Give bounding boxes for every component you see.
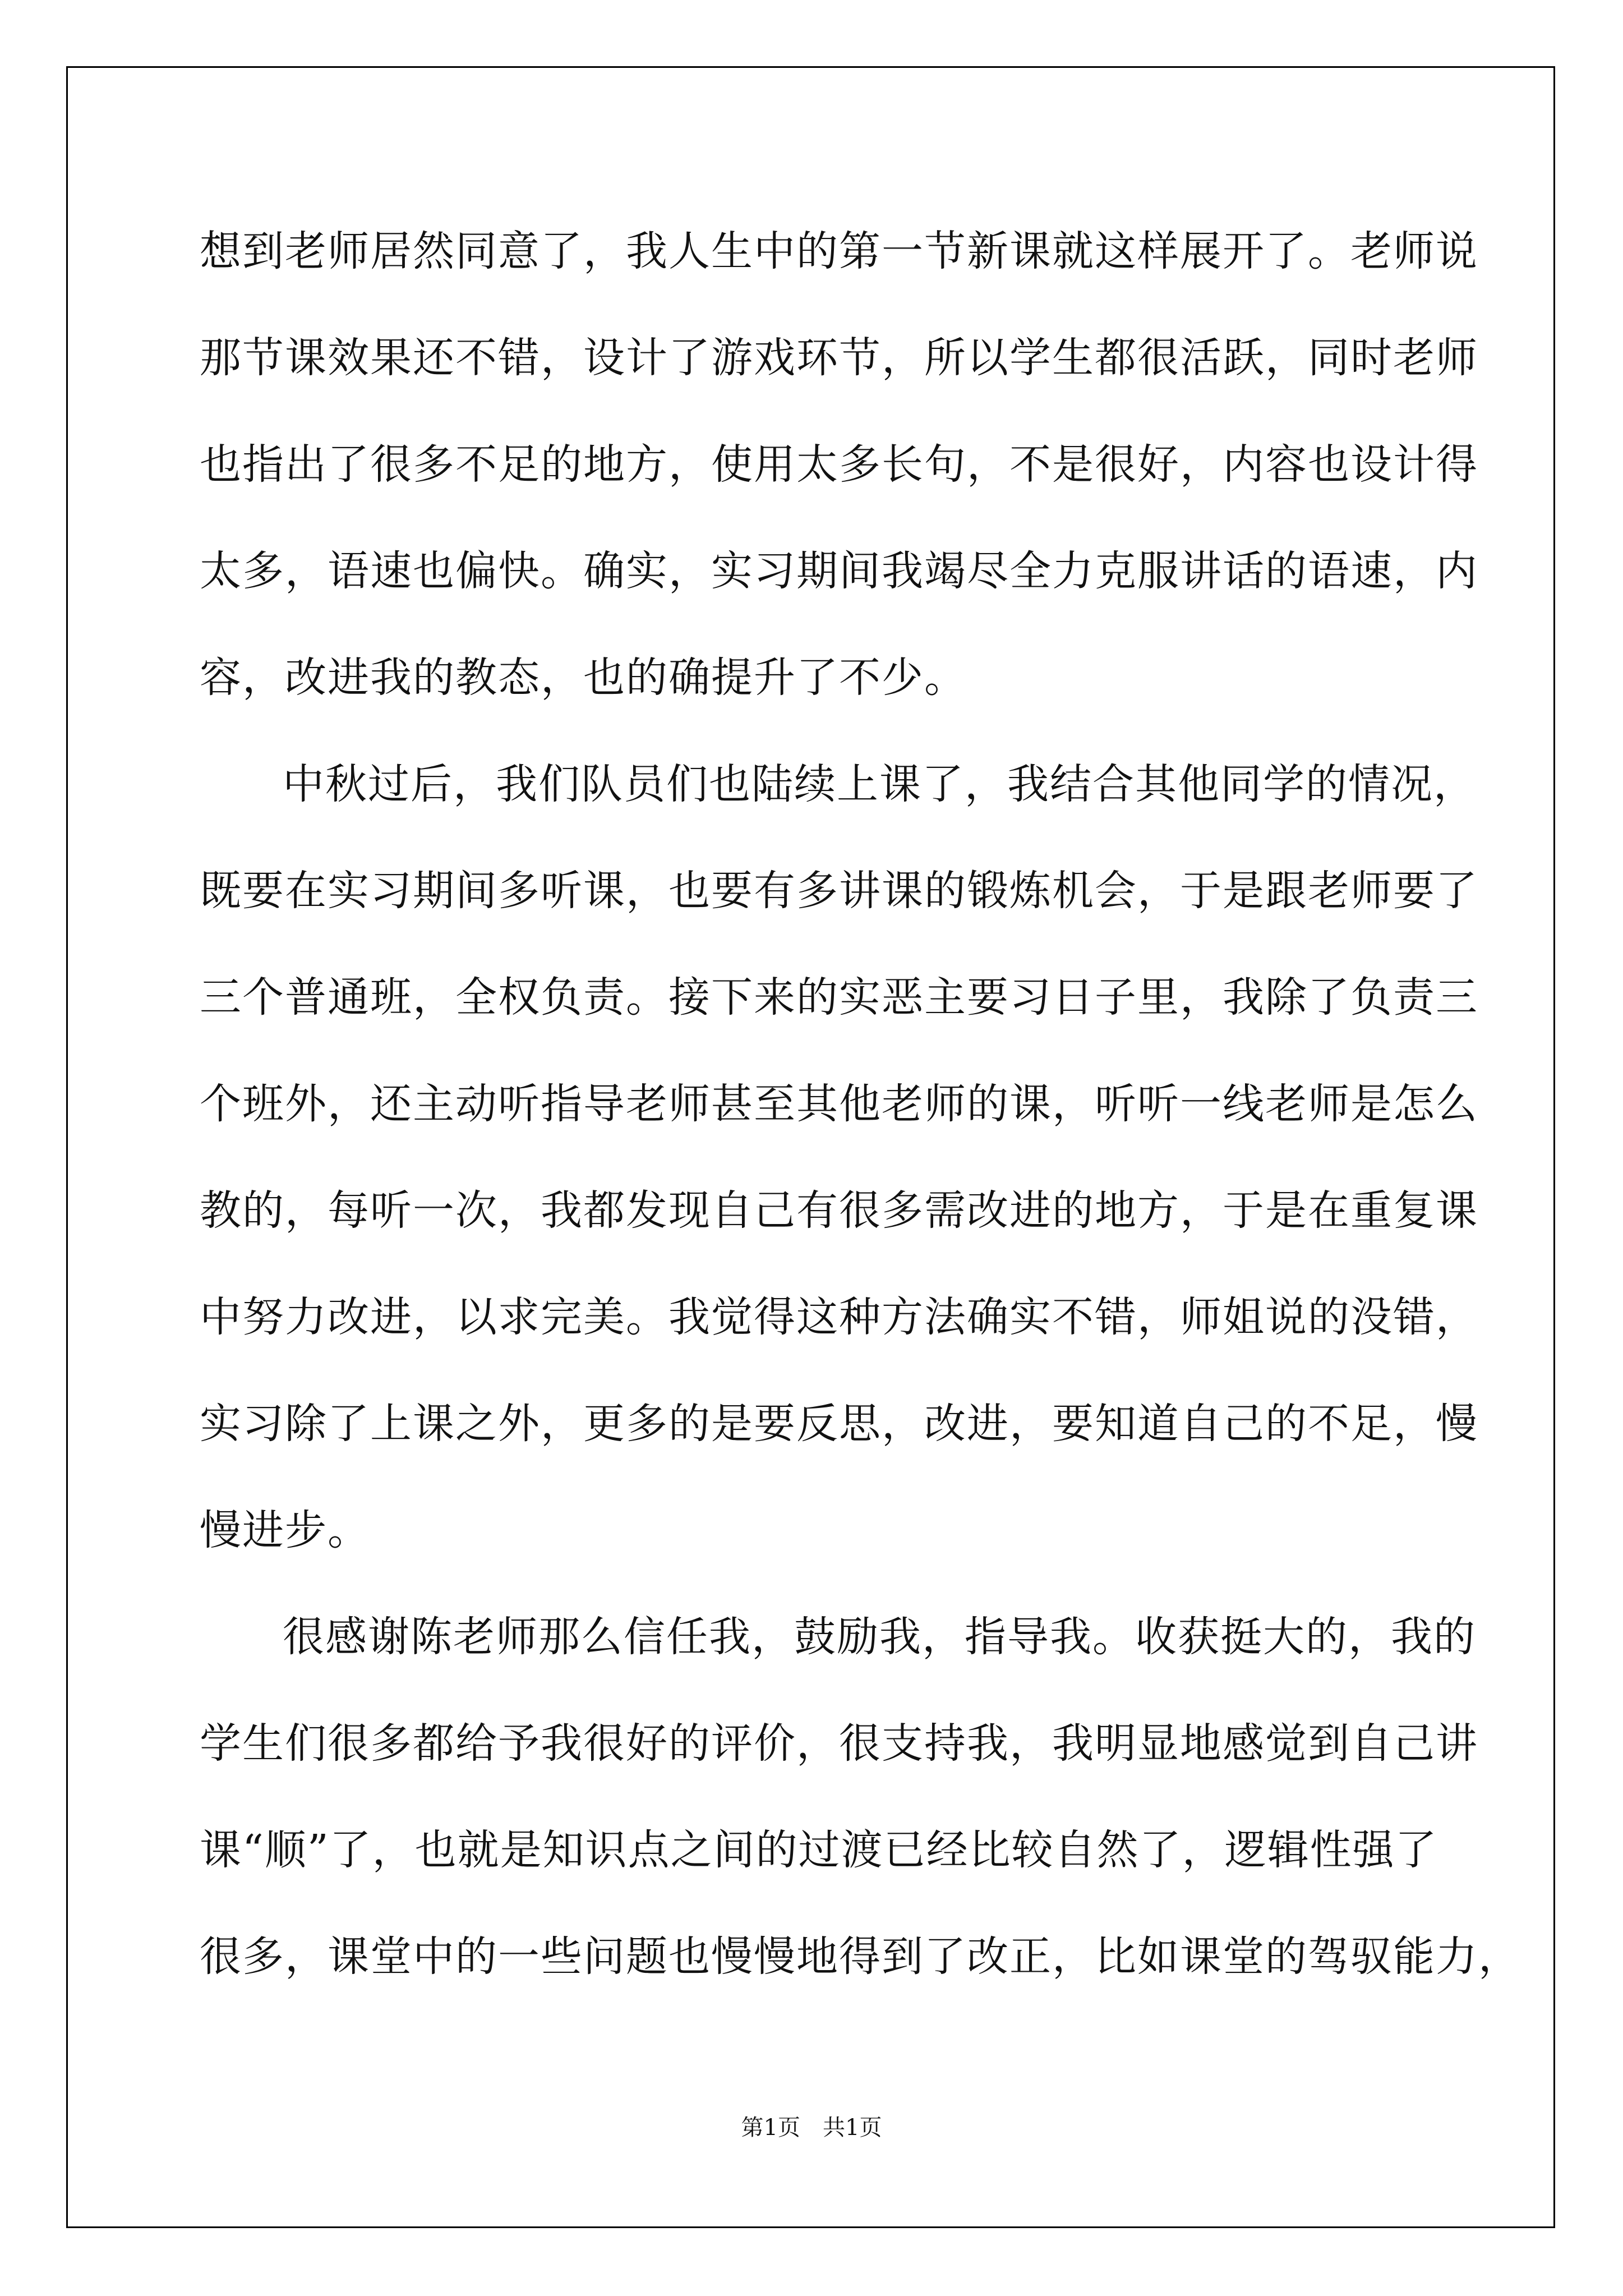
paragraph-3-line-3: 课“顺”了，也就是知识点之间的过渡已经比较自然了，逻辑性强了 <box>200 1826 1438 1874</box>
paragraph-2-line-4: 个班外，还主动听指导老师甚至其他老师的课，听听一线老师是怎么 <box>200 1080 1478 1128</box>
paragraph-1-line-5: 容，改进我的教态，也的确提升了不少。 <box>200 654 967 702</box>
paragraph-2-line-6: 中努力改进，以求完美。我觉得这种方法确实不错，师姐说的没错， <box>200 1293 1478 1341</box>
paragraph-2-line-7: 实习除了上课之外，更多的是要反思，改进，要知道自己的不足，慢 <box>200 1400 1478 1448</box>
page-border <box>66 66 1555 2228</box>
paragraph-2-line-2: 既要在实习期间多听课，也要有多讲课的锻炼机会，于是跟老师要了 <box>200 867 1478 915</box>
paragraph-1-line-3: 也指出了很多不足的地方，使用太多长句，不是很好，内容也设计得 <box>200 440 1478 489</box>
paragraph-2-line-1: 中秋过后，我们队员们也陆续上课了，我结合其他同学的情况， <box>283 760 1476 808</box>
page-number: 第1页 <box>741 2115 800 2141</box>
paragraph-1-line-2: 那节课效果还不错，设计了游戏环节，所以学生都很活跃，同时老师 <box>200 334 1478 382</box>
page-total: 共1页 <box>823 2115 882 2141</box>
paragraph-1-line-4: 太多，语速也偏快。确实，实习期间我竭尽全力克服讲话的语速，内 <box>200 547 1478 595</box>
page-footer <box>0 2112 1623 2143</box>
paragraph-1-line-1: 想到老师居然同意了，我人生中的第一节新课就这样展开了。老师说 <box>200 227 1478 275</box>
paragraph-3-line-2: 学生们很多都给予我很好的评价，很支持我，我明显地感觉到自己讲 <box>200 1719 1478 1768</box>
paragraph-3-line-4: 很多，课堂中的一些问题也慢慢地得到了改正，比如课堂的驾驭能力， <box>200 1932 1521 1981</box>
paragraph-2-line-3: 三个普通班，全权负责。接下来的实恶主要习日子里，我除了负责三 <box>200 973 1478 1022</box>
paragraph-2-line-8: 慢进步。 <box>200 1506 370 1554</box>
paragraph-3-line-1: 很感谢陈老师那么信任我，鼓励我，指导我。收获挺大的，我的 <box>283 1613 1476 1661</box>
paragraph-2-line-5: 教的，每听一次，我都发现自己有很多需改进的地方，于是在重复课 <box>200 1186 1478 1235</box>
